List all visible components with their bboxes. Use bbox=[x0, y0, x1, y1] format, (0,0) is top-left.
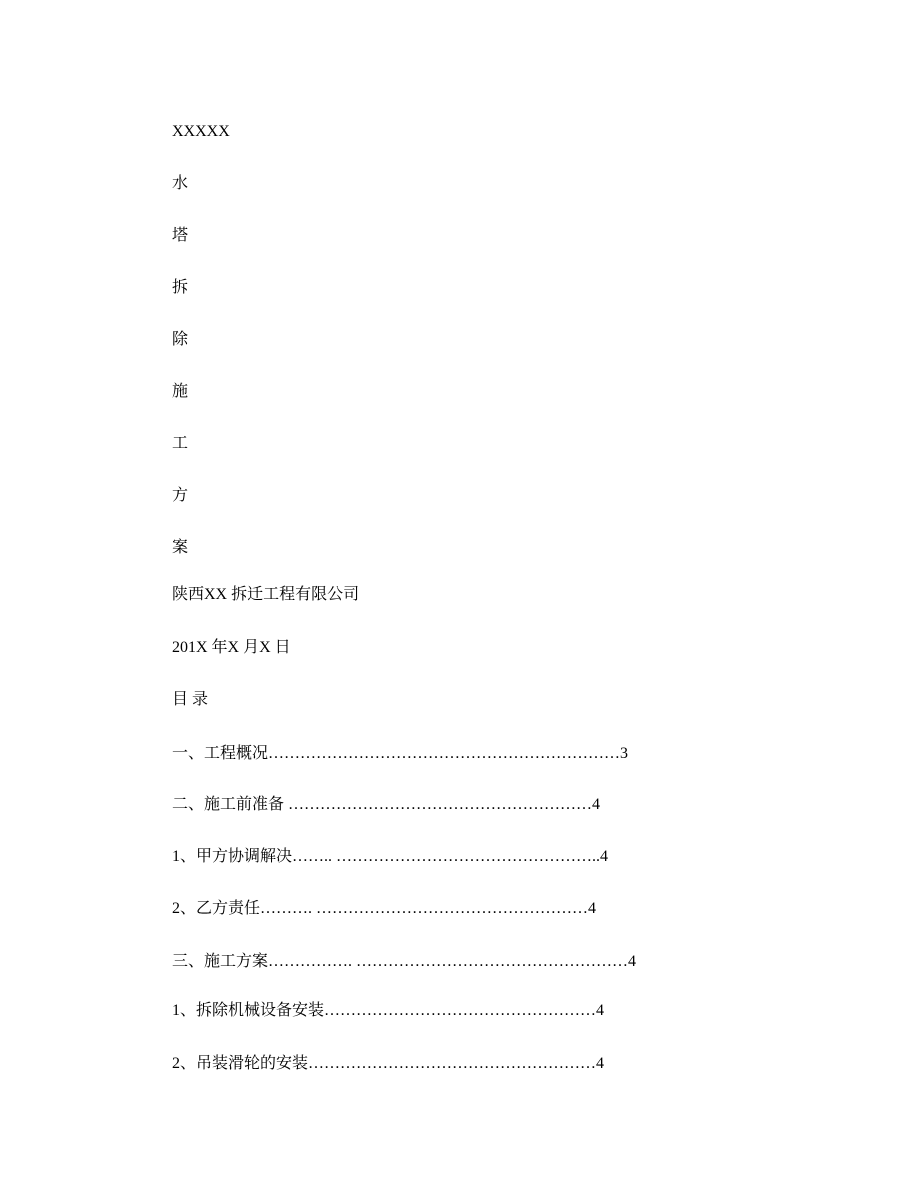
title-char: 塔 bbox=[172, 227, 189, 244]
title-char: 工 bbox=[172, 435, 189, 452]
toc-entry: 三、施工方案……………. ……………………………………………4 bbox=[172, 953, 637, 970]
toc-entry: 二、施工前准备 …………………………………………………4 bbox=[172, 796, 601, 813]
project-code: XXXXX bbox=[172, 123, 230, 140]
title-char: 除 bbox=[172, 331, 189, 348]
toc-entry: 2、吊装滑轮的安装………………………………………………4 bbox=[172, 1055, 605, 1072]
document-date: 201X 年X 月X 日 bbox=[172, 639, 291, 656]
toc-entry: 2、乙方责任………. ……………………………………………4 bbox=[172, 900, 597, 917]
title-char: 施 bbox=[172, 383, 189, 400]
toc-entry: 一、工程概况…………………………………………………………3 bbox=[172, 745, 629, 762]
title-char: 水 bbox=[172, 175, 189, 192]
title-char: 案 bbox=[172, 539, 189, 556]
toc-heading: 目 录 bbox=[172, 691, 209, 708]
toc-entry: 1、甲方协调解决…….. …………………………………………..4 bbox=[172, 848, 609, 865]
title-char: 拆 bbox=[172, 279, 189, 296]
title-char: 方 bbox=[172, 487, 189, 504]
company-name: 陕西XX 拆迁工程有限公司 bbox=[172, 586, 360, 603]
toc-entry: 1、拆除机械设备安装……………………………………………4 bbox=[172, 1002, 605, 1019]
